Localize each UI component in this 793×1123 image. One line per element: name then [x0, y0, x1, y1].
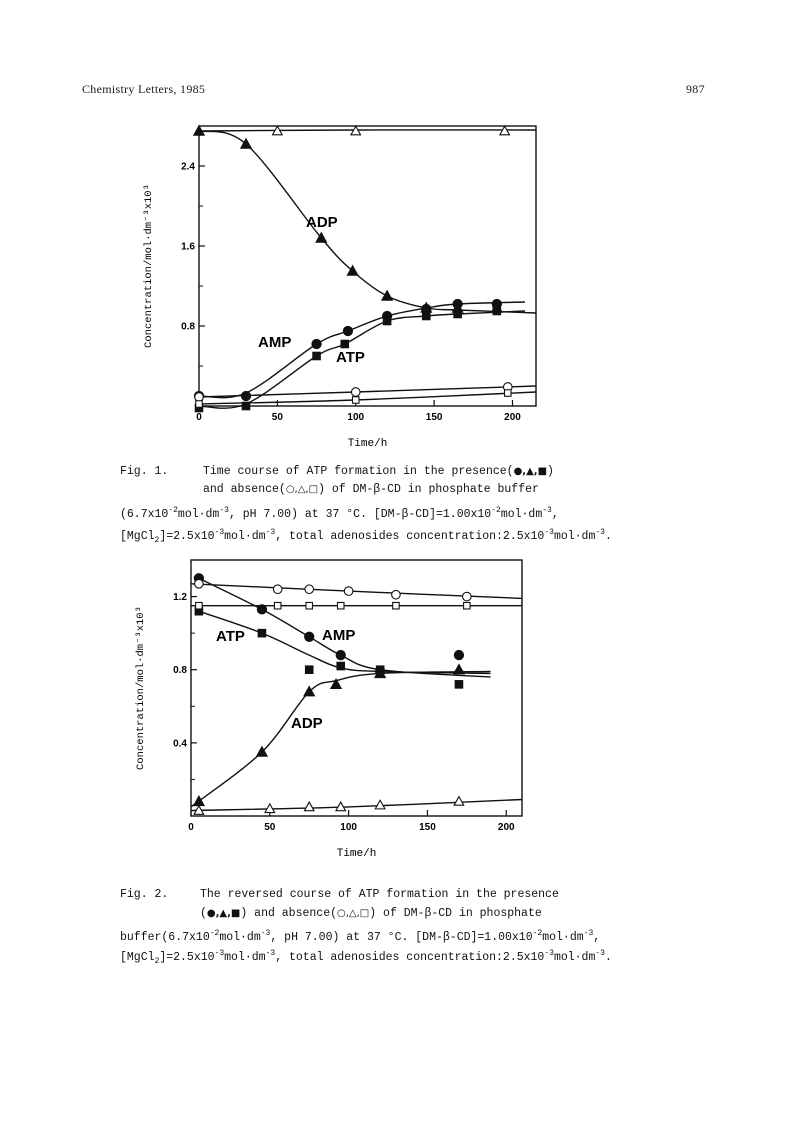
- figure-2-label: Fig. 2.: [120, 888, 169, 901]
- figure-2-caption-line-2: (●,▲,■) and absence(○,△,□) of DM-β-CD in phosphate: [200, 907, 542, 920]
- y-tick-label: 1.6: [181, 241, 195, 253]
- x-tick-label: 0: [188, 822, 194, 833]
- curve-label-amp: AMP: [258, 334, 292, 351]
- data-point-filled-square: [305, 666, 313, 674]
- data-point-open-circle: [344, 587, 353, 596]
- x-axis-label: Time/h: [336, 848, 377, 860]
- x-tick-label: 200: [497, 822, 515, 833]
- figure-1-caption-line-3: ($6.7x10^{-2}mol\cdot dm^{-3}$, pH 7.00) at 37 °C. $[DM-\beta-CD]=1.00x10^{-2}mol\cdot dm^{-3}$,: [120, 506, 559, 521]
- x-tick-label: 100: [340, 822, 357, 833]
- data-point-open-circle: [463, 592, 472, 601]
- data-point-filled-triangle: [454, 665, 464, 674]
- curve-label-adp: ADP: [291, 715, 323, 732]
- curve-label-adp: ADP: [306, 214, 338, 231]
- data-point-open-triangle: [375, 800, 385, 809]
- journal-running-head: Chemistry Letters, 1985: [82, 82, 206, 96]
- x-tick-label: 50: [264, 822, 276, 833]
- data-point-open-circle: [273, 585, 282, 594]
- x-tick-label: 50: [271, 412, 283, 423]
- x-axis-label: Time/h: [347, 438, 388, 450]
- y-axis-label: Concentration/mol·dm⁻³x10³: [143, 184, 155, 348]
- series-open-circle-line: [191, 584, 522, 599]
- figure-1-caption-line-2: and absence(○,△,□) of DM-β-CD in phosphate buffer: [203, 483, 539, 496]
- data-point-filled-square: [455, 681, 463, 689]
- series-filled-triangle-line: [191, 672, 491, 807]
- data-point-open-triangle: [304, 802, 314, 811]
- data-point-open-square: [274, 602, 281, 609]
- y-tick-label: 0.4: [173, 738, 187, 750]
- data-point-open-circle: [392, 590, 401, 599]
- figure-1-caption-line-1: Time course of ATP formation in the presence(●,▲,■): [203, 465, 554, 478]
- data-point-filled-circle: [454, 650, 463, 659]
- data-point-open-square: [306, 602, 313, 609]
- figure-2-caption-line-1: The reversed course of ATP formation in the presence: [200, 888, 559, 901]
- page-number: 987: [686, 82, 705, 96]
- x-tick-label: 150: [425, 412, 443, 423]
- y-tick-label: 2.4: [181, 161, 195, 173]
- curve-label-atp: ATP: [216, 628, 245, 645]
- data-point-filled-circle: [305, 632, 314, 641]
- data-point-open-square: [337, 602, 344, 609]
- x-tick-label: 150: [419, 822, 436, 833]
- curve-label-amp: AMP: [322, 627, 356, 644]
- data-point-filled-square: [258, 629, 266, 637]
- data-point-open-circle: [195, 579, 204, 588]
- figure-2-caption-line-3: $buffer(6.7x10^{-2}mol\cdot dm^{-3}$, pH 7.00) at 37 °C. $[DM-\beta-CD]=1.00x10^{-2}mol\cdot dm^{-3}$,: [120, 929, 601, 944]
- x-tick-label: 0: [196, 412, 202, 423]
- figure-1-caption-line-4: $[MgCl_2]=2.5x10^{-3}mol\cdot dm^{-3}$, total adenosides $concentration:2.5x10^{-3}mol\cdot dm^{-3}$.: [120, 528, 612, 546]
- data-point-open-square: [196, 602, 203, 609]
- data-point-open-square: [393, 602, 400, 609]
- data-point-open-circle: [305, 585, 314, 594]
- y-tick-label: 0.8: [181, 321, 195, 333]
- y-tick-label: 0.8: [173, 665, 187, 677]
- x-tick-label: 200: [504, 412, 521, 423]
- curve-label-atp: ATP: [336, 349, 365, 366]
- data-point-filled-triangle: [331, 679, 341, 688]
- data-point-open-square: [464, 602, 471, 609]
- figure-2-caption-line-4: $[MgCl_2]=2.5x10^{-3}mol\cdot dm^{-3}$, total adenosides $concentration:2.5x10^{-3}mol\cdot dm^{-3}$.: [120, 949, 612, 967]
- y-axis-label: Concentration/mol·dm⁻³x10³: [135, 606, 147, 770]
- data-point-filled-square: [337, 662, 345, 670]
- y-tick-label: 1.2: [173, 592, 187, 604]
- x-tick-label: 100: [347, 412, 365, 423]
- data-point-open-triangle: [454, 797, 464, 806]
- data-point-filled-circle: [336, 650, 345, 659]
- series-open-triangle-line: [191, 800, 522, 811]
- figure-1-label: Fig. 1.: [120, 465, 169, 478]
